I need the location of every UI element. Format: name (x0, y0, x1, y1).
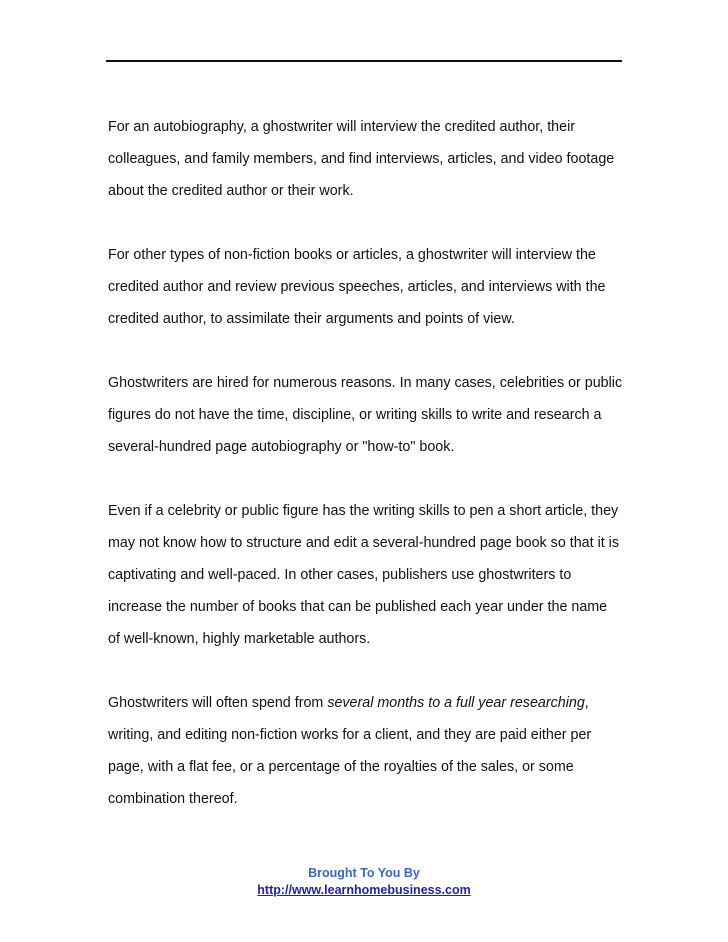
paragraph-line: Even if a celebrity or public figure has the writing skills to pen a short article, they (108, 503, 619, 519)
paragraph-line: colleagues, and family members, and find interviews, articles, and video footage (108, 151, 615, 167)
paragraph-line-end: , (584, 695, 589, 711)
paragraph-line: For other types of non-fiction books or articles, a ghostwriter will interview the (108, 247, 596, 263)
paragraph-line: For an autobiography, a ghostwriter will interview the credited author, their (108, 119, 576, 135)
paragraph-line: Ghostwriters are hired for numerous reasons. In many cases, celebrities or public (108, 375, 623, 391)
footer-tagline: Brought To You By (308, 866, 420, 880)
paragraph-payment (108, 687, 648, 815)
paragraph-line: of well-known, highly marketable authors. (108, 631, 371, 647)
emphasized-phrase: several months to a full year researching (327, 695, 585, 711)
paragraph-line: figures do not have the time, discipline, or writing skills to write and research a (108, 407, 602, 423)
paragraph-non-fiction (108, 239, 648, 335)
header-rule (106, 60, 622, 62)
paragraph-line: writing, and editing non-fiction works for a client, and they are paid either per (108, 727, 592, 743)
paragraph-line: several-hundred page autobiography or "how-to" book. (108, 439, 455, 455)
paragraph-line: page, with a flat fee, or a percentage of the royalties of the sales, or some (108, 759, 574, 775)
paragraph-autobiography (108, 111, 648, 207)
paragraph-line: credited author, to assimilate their arguments and points of view. (108, 311, 515, 327)
footer-website-link[interactable]: http://www.learnhomebusiness.com (257, 883, 471, 897)
page-footer (0, 865, 728, 899)
paragraph-line-start: Ghostwriters will often spend from (108, 695, 328, 711)
paragraph-line: captivating and well-paced. In other cases, publishers use ghostwriters to (108, 567, 572, 583)
paragraph-line: credited author and review previous speeches, articles, and interviews with the (108, 279, 606, 295)
paragraph-structure (108, 495, 648, 655)
paragraph-reasons (108, 367, 648, 463)
paragraph-line: combination thereof. (108, 791, 238, 807)
paragraph-line: about the credited author or their work. (108, 183, 354, 199)
paragraph-line: may not know how to structure and edit a several-hundred page book so that it is (108, 535, 620, 551)
paragraph-line: increase the number of books that can be published each year under the name (108, 599, 608, 615)
document-body (108, 111, 648, 847)
